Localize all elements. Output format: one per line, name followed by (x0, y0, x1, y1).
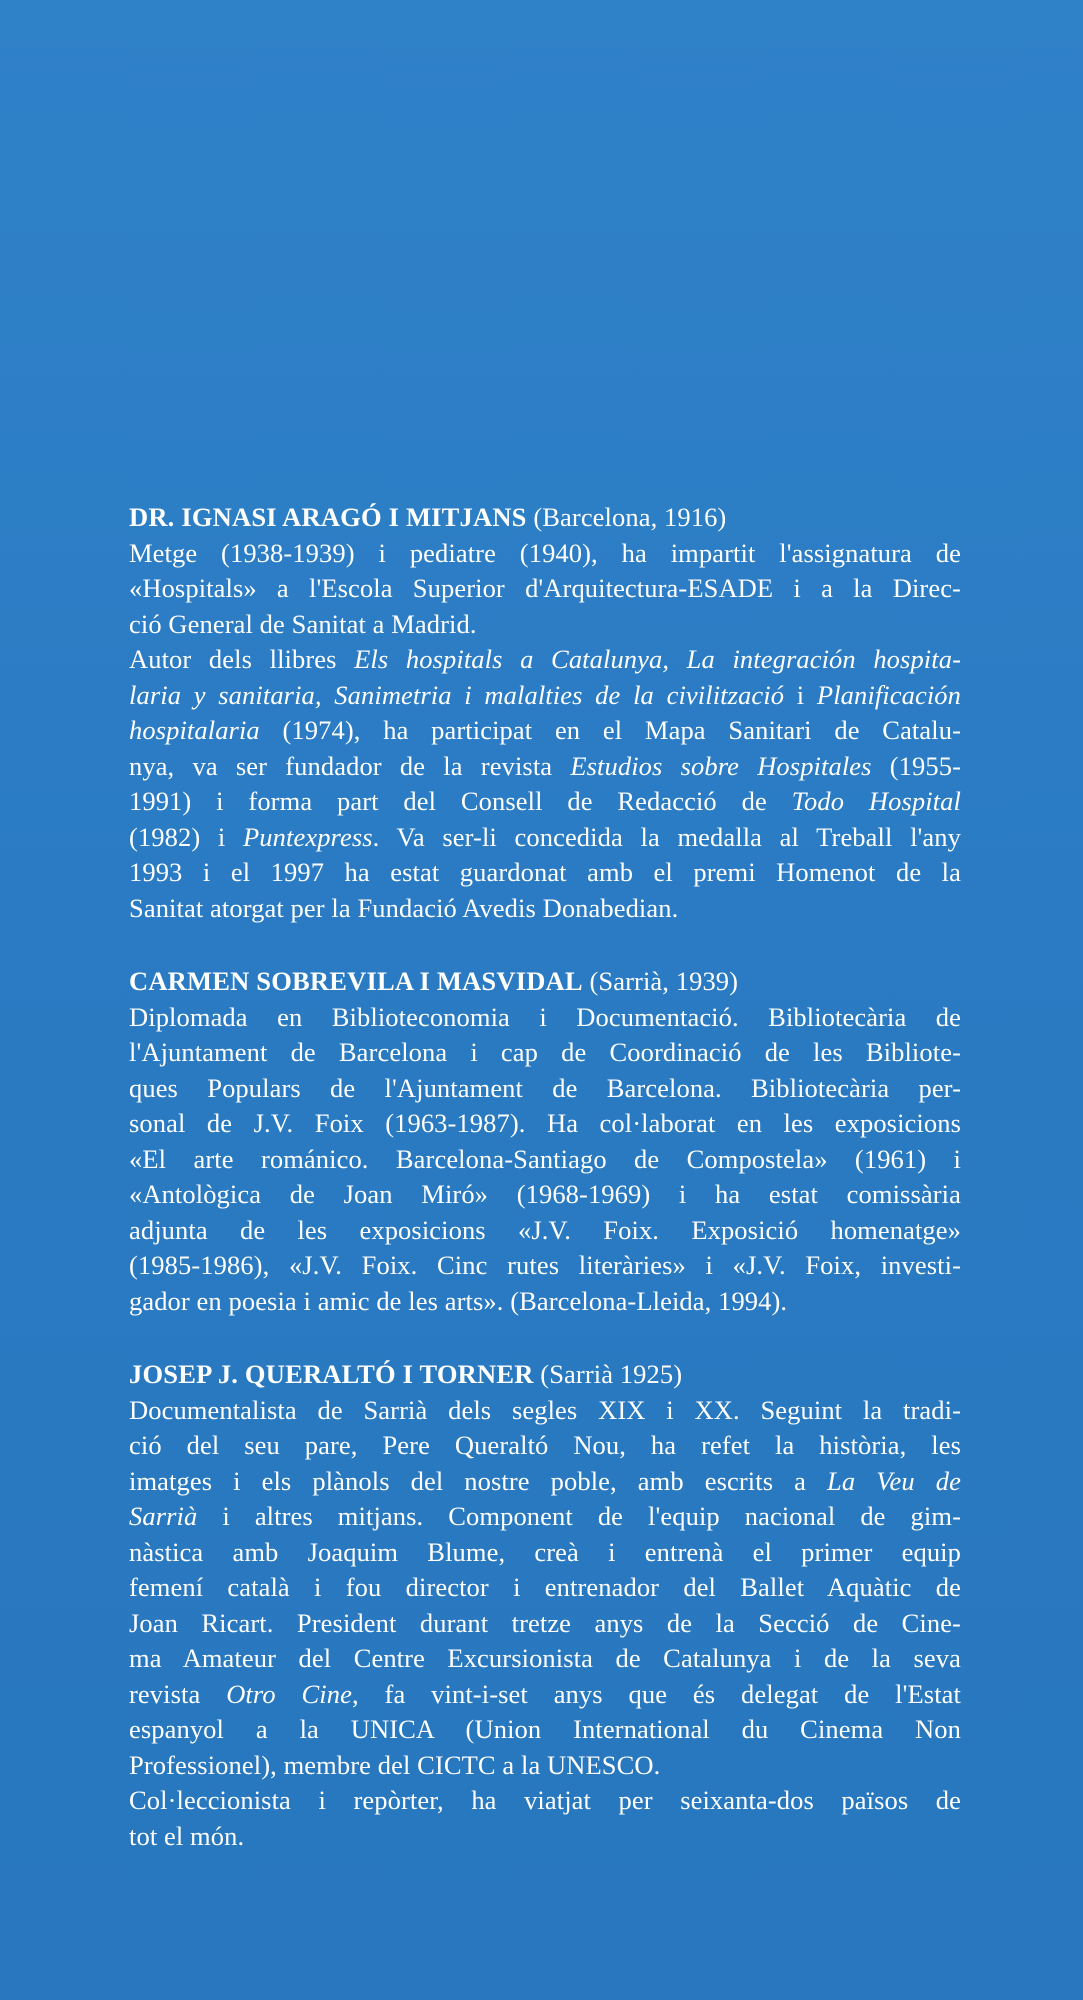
text-run: Metge (1938-1939) i pediatre (1940), ha impartit l'assignatura de (129, 537, 961, 568)
text-run: (1982) i (129, 821, 244, 852)
bio-line (129, 1819, 961, 1855)
text-run: . Va ser-li concedida la medalla al Treball l'any (372, 821, 961, 852)
text-run: (1985-1986), «J.V. Foix. Cinc rutes literàries» i «J.V. Foix, investi- (129, 1250, 961, 1280)
text-run: nya, va ser fundador de la revista (129, 750, 571, 781)
text-run: «El arte románico. Barcelona-Santiago de Compostela» (1961) i (129, 1143, 961, 1174)
italic-title: hospitalaria (129, 715, 260, 745)
bio-arago (129, 500, 961, 926)
bio-line (129, 855, 961, 891)
bio-name: JOSEP J. QUERALTÓ I TORNER (129, 1359, 534, 1389)
text-run: Autor dels llibres (129, 644, 355, 674)
bio-line (129, 1177, 961, 1213)
text-run: adjunta de les exposicions «J.V. Foix. Exposició homenatge» (129, 1214, 961, 1245)
bio-line (129, 1570, 961, 1606)
bio-line (129, 1213, 961, 1249)
bio-line (129, 891, 961, 927)
bio-line (129, 1748, 961, 1784)
italic-title: Els hospitals a Catalunya, La integración hospita- (354, 644, 961, 674)
text-run: nàstica amb Joaquim Blume, creà i entrenà el primer equip (129, 1536, 961, 1567)
text-run: 1991) i forma part del Consell de Redacció de (129, 786, 792, 816)
bio-line (129, 784, 961, 820)
bio-line (129, 1000, 961, 1036)
bio-line (129, 1106, 961, 1142)
bio-line (129, 713, 961, 749)
italic-title: laria y sanitaria, Sanimetria i malalties de la civilització (129, 679, 785, 710)
italic-title: Estudios sobre Hospitales (570, 750, 872, 781)
bio-body (129, 1000, 961, 1320)
italic-title: La Veu de (827, 1465, 961, 1496)
bio-line (129, 1248, 961, 1284)
text-run: , fa vint-i-set anys que és delegat de l'Estat (351, 1678, 962, 1709)
bio-line (129, 820, 961, 856)
bio-heading (129, 964, 961, 1000)
text-run: Joan Ricart. President durant tretze anys de la Secció de Cine- (129, 1607, 961, 1638)
text-run: revista (129, 1678, 227, 1709)
text-run: l'Ajuntament de Barcelona i cap de Coordinació de les Bibliote- (129, 1037, 961, 1067)
bio-line (129, 607, 961, 643)
bio-line (129, 1142, 961, 1178)
text-run: (1974), ha participat en el Mapa Sanitari de Catalu- (259, 715, 961, 745)
text-run: espanyol a la UNICA (Union International du Cinema Non (129, 1714, 961, 1744)
italic-title: Sarrià (129, 1501, 198, 1531)
bio-details: (Sarrià 1925) (533, 1359, 683, 1389)
text-run: «Hospitals» a l'Escola Superior d'Arquitectura-ESADE i a la Direc- (129, 573, 961, 603)
text-run: 1993 i el 1997 ha estat guardonat amb el premi Homenot de la (129, 857, 961, 887)
italic-title: Planificación (816, 679, 961, 710)
biographies (129, 500, 961, 1892)
text-run: tot el món. (129, 1820, 245, 1851)
bio-body (129, 536, 961, 927)
bio-line (129, 571, 961, 607)
bio-line (129, 749, 961, 785)
bio-line (129, 1677, 961, 1713)
text-run: Documentalista de Sarrià dels segles XIX i XX. Seguint la tradi- (129, 1394, 961, 1425)
bio-heading (129, 500, 961, 536)
italic-title: Todo Hospital (791, 786, 961, 816)
bio-line (129, 1606, 961, 1642)
text-run: i altres mitjans. Component de l'equip nacional de gim- (197, 1501, 961, 1531)
bio-line (129, 1393, 961, 1429)
bio-line (129, 1464, 961, 1500)
bio-line (129, 1035, 961, 1071)
text-run: gador en poesia i amic de les arts». (Barcelona-Lleida, 1994). (129, 1285, 788, 1316)
text-run: ció General de Sanitat a Madrid. (129, 608, 477, 639)
bio-heading (129, 1357, 961, 1393)
text-run: ció del seu pare, Pere Queraltó Nou, ha refet la història, les (129, 1430, 961, 1460)
text-run: Diplomada en Biblioteconomia i Documentació. Bibliotecària de (129, 1001, 961, 1032)
text-run: ques Populars de l'Ajuntament de Barcelona. Bibliotecària per- (129, 1072, 961, 1103)
bio-line (129, 642, 961, 678)
text-run: (1955- (871, 750, 961, 781)
bio-line (129, 536, 961, 572)
bio-sobrevila (129, 964, 961, 1319)
bio-line (129, 678, 961, 714)
text-run: imatges i els plànols del nostre poble, amb escrits a (129, 1465, 827, 1496)
text-run: Sanitat atorgat per la Fundació Avedis Donabedian. (129, 892, 679, 923)
bio-queralto (129, 1357, 961, 1854)
bio-line (129, 1712, 961, 1748)
bio-line (129, 1284, 961, 1320)
text-run: sonal de J.V. Foix (1963-1987). Ha col·laborat en les exposicions (129, 1108, 961, 1138)
italic-title: Puntexpress (243, 821, 373, 852)
text-run: Col·leccionista i repòrter, ha viatjat per seixanta-dos països de (129, 1785, 961, 1815)
bio-name: CARMEN SOBREVILA I MASVIDAL (129, 966, 583, 996)
italic-title: Otro Cine (226, 1678, 352, 1709)
bio-line (129, 1535, 961, 1571)
bio-body (129, 1393, 961, 1855)
bio-line (129, 1071, 961, 1107)
text-run: i (784, 679, 817, 710)
text-run: ma Amateur del Centre Excursionista de Catalunya i de la seva (129, 1643, 961, 1673)
bio-line (129, 1499, 961, 1535)
bio-name: DR. IGNASI ARAGÓ I MITJANS (129, 502, 527, 532)
bio-details: (Barcelona, 1916) (526, 502, 727, 532)
bio-details: (Sarrià, 1939) (582, 966, 739, 996)
bio-line (129, 1641, 961, 1677)
text-run: «Antològica de Joan Miró» (1968-1969) i ha estat comissària (129, 1179, 961, 1209)
bio-line (129, 1783, 961, 1819)
text-run: femení català i fou director i entrenador del Ballet Aquàtic de (129, 1572, 961, 1602)
bio-line (129, 1428, 961, 1464)
text-run: Professionel), membre del CICTC a la UNESCO. (129, 1749, 661, 1780)
